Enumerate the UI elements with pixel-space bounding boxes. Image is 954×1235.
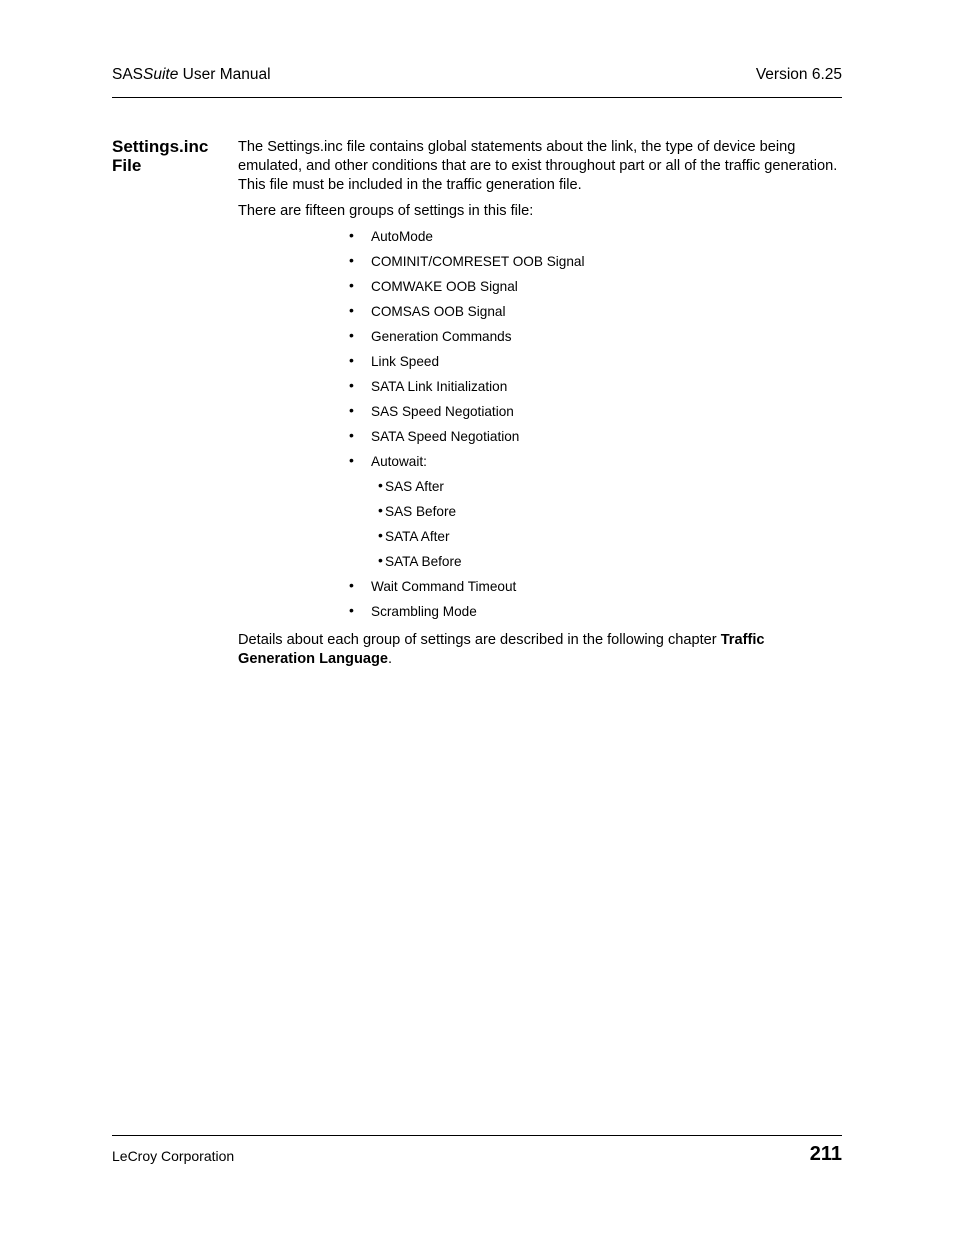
page-number: 211 — [809, 1143, 842, 1165]
list-item — [238, 277, 842, 302]
list-item-label: SAS After — [385, 479, 444, 494]
bullet-icon: • — [378, 527, 383, 543]
details-text: Details about each group of settings are described in the following chapter — [238, 632, 721, 648]
list-item-label: Wait Command Timeout — [371, 579, 517, 594]
list-item — [238, 252, 842, 277]
bullet-icon: • — [378, 552, 383, 568]
list-item — [238, 402, 842, 427]
list-item — [238, 377, 842, 402]
list-item — [238, 577, 842, 602]
list-item — [238, 452, 842, 477]
list-item-label: SATA Link Initialization — [371, 379, 508, 394]
bullet-icon: • — [349, 327, 354, 343]
bullet-icon: • — [349, 427, 354, 443]
bullet-icon: • — [378, 477, 383, 493]
list-item-label: SAS Speed Negotiation — [371, 404, 514, 419]
list-item — [238, 302, 842, 327]
list-item-label: SAS Before — [385, 504, 457, 519]
bullet-icon: • — [349, 602, 354, 618]
list-item-label: Generation Commands — [371, 329, 512, 344]
chapter-reference: Traffic Generation Language — [238, 632, 765, 667]
sub-list-item — [238, 502, 842, 527]
header-divider — [112, 97, 842, 98]
bullet-icon: • — [349, 227, 354, 243]
list-item-label: AutoMode — [371, 229, 433, 244]
sub-list-item — [238, 552, 842, 577]
details-period: . — [388, 651, 393, 667]
bullet-icon: • — [349, 302, 354, 318]
bullet-icon: • — [349, 577, 354, 593]
section-body — [238, 138, 842, 669]
footer-divider — [112, 1135, 842, 1136]
list-item-label: COMSAS OOB Signal — [371, 304, 506, 319]
running-header-title — [112, 66, 271, 84]
list-item — [238, 352, 842, 377]
sub-list-item — [238, 527, 842, 552]
list-item-label: Autowait: — [371, 454, 427, 469]
groups-lead-paragraph: There are fifteen groups of settings in this file: — [238, 203, 534, 219]
header-title-italic: Suite — [143, 66, 179, 83]
list-item-label: COMINIT/COMRESET OOB Signal — [371, 254, 585, 269]
running-header-version: Version 6.25 — [755, 66, 842, 83]
list-item-label: Scrambling Mode — [371, 604, 477, 619]
list-item-label: COMWAKE OOB Signal — [371, 279, 518, 294]
list-item — [238, 327, 842, 352]
header-title-suffix: User Manual — [178, 66, 271, 83]
list-item-label: SATA Before — [385, 554, 462, 569]
list-item — [238, 602, 842, 627]
header-title-prefix: SAS — [112, 66, 144, 83]
bullet-icon: • — [349, 252, 354, 268]
list-item-label: SATA After — [385, 529, 450, 544]
bullet-icon: • — [349, 377, 354, 393]
settings-groups-list — [238, 227, 842, 627]
list-item — [238, 227, 842, 252]
list-item-label: SATA Speed Negotiation — [371, 429, 520, 444]
list-item — [238, 427, 842, 452]
section-heading: Settings.inc File — [112, 137, 209, 175]
details-paragraph — [238, 631, 842, 669]
footer-company: LeCroy Corporation — [112, 1148, 235, 1164]
sub-list-item — [238, 477, 842, 502]
bullet-icon: • — [349, 277, 354, 293]
bullet-icon: • — [349, 452, 354, 468]
bullet-icon: • — [349, 352, 354, 368]
bullet-icon: • — [349, 402, 354, 418]
intro-paragraph: The Settings.inc file contains global statements about the link, the type of device being emulated, and other conditions that are to exist throughout part or all of the traffic generation. This file must be included in the traffic generation file. — [238, 139, 838, 193]
bullet-icon: • — [378, 502, 383, 518]
list-item-label: Link Speed — [371, 354, 440, 369]
